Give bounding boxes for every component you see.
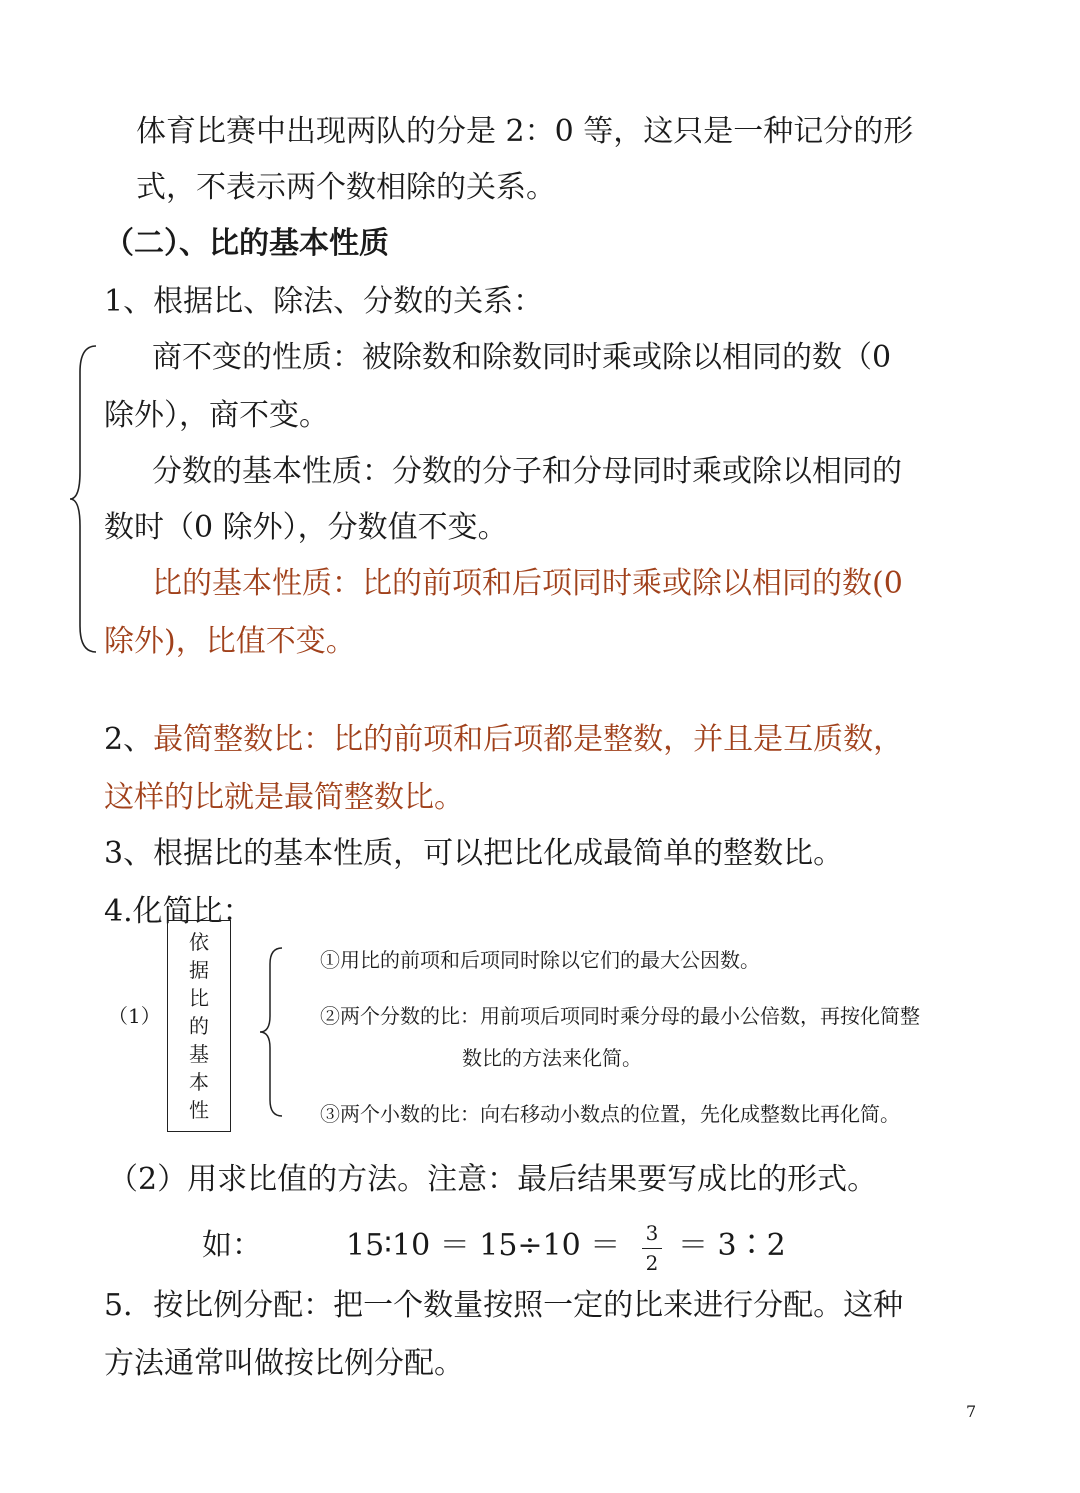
- basis-box: [167, 920, 231, 1132]
- section-heading: （二）、比的基本性质: [104, 226, 389, 261]
- fraction-property-line-2: 数时（0 除外），分数值不变。: [104, 510, 508, 545]
- quotient-property-line-1: 商不变的性质：被除数和除数同时乘或除以相同的数（0: [152, 340, 892, 375]
- box-char: 基: [189, 1042, 209, 1066]
- rule-1: ①用比的前项和后项同时除以它们的最大公因数。: [320, 948, 760, 972]
- fraction-bar: [642, 1248, 662, 1249]
- example-label: 如：: [202, 1228, 262, 1263]
- ratio-property-line-1: 比的基本性质：比的前项和后项同时乘或除以相同的数(0: [152, 566, 903, 601]
- box-char: 依: [189, 930, 209, 954]
- rule-3: ③两个小数的比：向右移动小数点的位置，先化成整数比再化简。: [320, 1102, 900, 1126]
- item-2: [104, 720, 903, 760]
- item-1: 1、根据比、除法、分数的关系：: [104, 284, 544, 319]
- rule-2-line-2: 数比的方法来化简。: [462, 1046, 642, 1070]
- item-5-line-1: 5．按比例分配：把一个数量按照一定的比来进行分配。这种: [104, 1288, 904, 1323]
- method-2: （2）用求比值的方法。注意：最后结果要写成比的形式。: [108, 1162, 878, 1197]
- curly-brace-small: [256, 944, 286, 1120]
- fraction-property-line-1: 分数的基本性质：分数的分子和分母同时乘或除以相同的: [152, 454, 902, 489]
- intro-line-2: 式，不表示两个数相除的关系。: [136, 170, 556, 205]
- rule-2-line-1: ②两个分数的比：用前项后项同时乘分母的最小公倍数，再按化简整: [320, 1004, 920, 1028]
- box-char: 据: [189, 958, 209, 982]
- box-char: 本: [189, 1070, 209, 1094]
- example-part-1: 15∶10 ＝ 15÷10 ＝: [346, 1228, 621, 1263]
- intro-line-1: 体育比赛中出现两队的分是 2：0 等，这只是一种记分的形: [136, 114, 914, 149]
- page-number: 7: [966, 1402, 977, 1421]
- example-part-2: ＝ 3∶2: [678, 1228, 786, 1263]
- ratio-property-line-2: 除外)，比值不变。: [104, 624, 356, 659]
- item-4: 4.化简比：: [104, 894, 253, 929]
- curly-brace-large: [66, 342, 100, 656]
- item-2-text: 最简整数比：比的前项和后项都是整数，并且是互质数，: [153, 722, 904, 757]
- fraction-numerator: 3: [645, 1221, 659, 1245]
- method-1-label: （1）: [108, 1004, 161, 1028]
- item-2-line-2: 这样的比就是最简整数比。: [104, 780, 464, 815]
- box-char: 比: [189, 986, 209, 1010]
- box-char: 性: [189, 1098, 209, 1122]
- item-3: 3、根据比的基本性质，可以把比化成最简单的整数比。: [104, 836, 844, 871]
- item-5-line-2: 方法通常叫做按比例分配。: [104, 1346, 464, 1381]
- fraction-denominator: 2: [645, 1251, 659, 1275]
- quotient-property-line-2: 除外），商不变。: [104, 398, 329, 433]
- item-2-prefix: 2、: [104, 722, 154, 757]
- box-char: 的: [189, 1014, 209, 1038]
